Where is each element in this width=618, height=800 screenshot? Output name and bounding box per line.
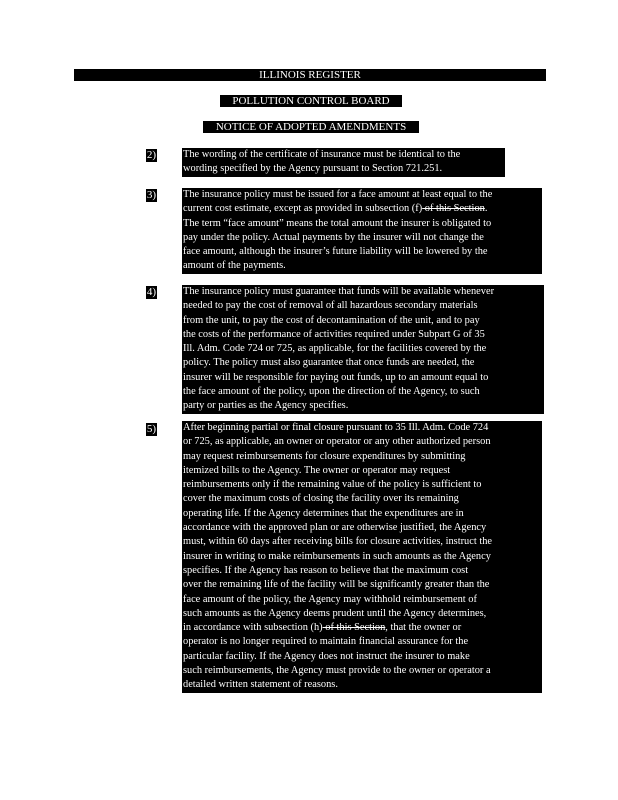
paragraph-line: insurer will be responsible for paying out funds, up to an amount equal to: [183, 371, 489, 383]
section-number: 4): [146, 286, 157, 298]
paragraph-line: The insurance policy must be issued for a face amount at least equal to the: [183, 189, 493, 200]
paragraph-line: from the unit, to pay the cost of decontamination of the unit, and to pay: [183, 314, 480, 326]
paragraph-line: After beginning partial or final closure pursuant to 35 Ill. Adm. Code 724: [183, 422, 489, 433]
struck-text: of this Section: [422, 203, 485, 215]
paragraph-line: cover the maximum costs of closing the facility over its remaining: [183, 493, 459, 505]
struck-text: of this Section: [322, 622, 386, 634]
paragraph-line: wording specified by the Agency pursuant to Section 721.251.: [183, 163, 443, 175]
paragraph-line: amount of the payments.: [183, 260, 286, 272]
line-text: .: [484, 203, 488, 215]
section-paragraph: [182, 148, 505, 177]
paragraph-line: detailed written statement of reasons.: [183, 679, 338, 691]
line-text: in accordance with subsection (h): [183, 622, 323, 634]
paragraph-line: itemized bills to the Agency. The owner or operator may request: [183, 464, 451, 476]
paragraph-line: operator is no longer required to maintain financial assurance for the: [183, 636, 469, 648]
paragraph-line: pay under the policy. Actual payments by the insurer will not change the: [183, 231, 484, 243]
paragraph-line: such amounts as the Agency deems prudent until the Agency determines,: [183, 607, 487, 619]
paragraph-line: over the remaining life of the facility will be significantly greater than the: [183, 579, 490, 591]
paragraph-line: The wording of the certificate of insurance must be identical to the: [183, 149, 461, 160]
paragraph-line: needed to pay the cost of removal of all hazardous secondary materials: [183, 300, 478, 312]
paragraph-line: specifies. If the Agency has reason to believe that the maximum cost: [183, 564, 469, 576]
paragraph-line: the costs of the performance of activities required under Subpart G of 35: [183, 328, 485, 340]
paragraph-line: insurer in writing to make reimbursements in such amounts as the Agency: [183, 550, 491, 562]
section-number: 5): [146, 423, 157, 435]
section-paragraph: [182, 285, 544, 414]
paragraph-line: the face amount of the policy, upon the direction of the Agency, to such: [183, 386, 480, 398]
paragraph-line: [183, 621, 542, 635]
register-title: ILLINOIS REGISTER: [252, 69, 368, 81]
section-number: 3): [146, 189, 157, 201]
paragraph-line: [183, 202, 542, 216]
paragraph-line: Ill. Adm. Code 724 or 725, as applicable, for the facilities covered by the: [183, 343, 487, 355]
board-name: POLLUTION CONTROL BOARD: [220, 95, 402, 107]
paragraph-line: such reimbursements, the Agency must provide to the owner or operator a: [183, 665, 491, 677]
section-paragraph: [182, 421, 542, 693]
paragraph-line: accordance with the approved plan or are otherwise justified, the Agency: [183, 522, 487, 534]
paragraph-line: must, within 60 days after receiving bills for closure activities, instruct the: [183, 536, 493, 548]
paragraph-line: reimbursements only if the remaining value of the policy is sufficient to: [183, 479, 482, 491]
section-paragraph: [182, 188, 542, 274]
notice-title: NOTICE OF ADOPTED AMENDMENTS: [203, 121, 419, 133]
line-text: current cost estimate, except as provided in subsection (f): [183, 203, 423, 215]
section-number: 2): [146, 149, 157, 161]
paragraph-line: or 725, as applicable, an owner or operator or any other authorized person: [183, 436, 491, 448]
paragraph-line: particular facility. If the Agency does not instruct the insurer to make: [183, 650, 470, 662]
paragraph-line: may request reimbursements for closure expenditures by submitting: [183, 450, 466, 462]
paragraph-line: The insurance policy must guarantee that funds will be available whenever: [183, 286, 495, 297]
paragraph-line: policy. The policy must also guarantee that once funds are needed, the: [183, 357, 475, 369]
paragraph-line: party or parties as the Agency specifies.: [183, 400, 349, 412]
paragraph-line: operating life. If the Agency determines that the expenditures are in: [183, 507, 464, 519]
line-text: , that the owner or: [385, 622, 462, 634]
paragraph-line: face amount, although the insurer’s future liability will be lowered by the: [183, 246, 488, 258]
paragraph-line: face amount of the policy, the Agency may withhold reimbursement of: [183, 593, 477, 605]
paragraph-line: The term “face amount” means the total amount the insurer is obligated to: [183, 217, 492, 229]
